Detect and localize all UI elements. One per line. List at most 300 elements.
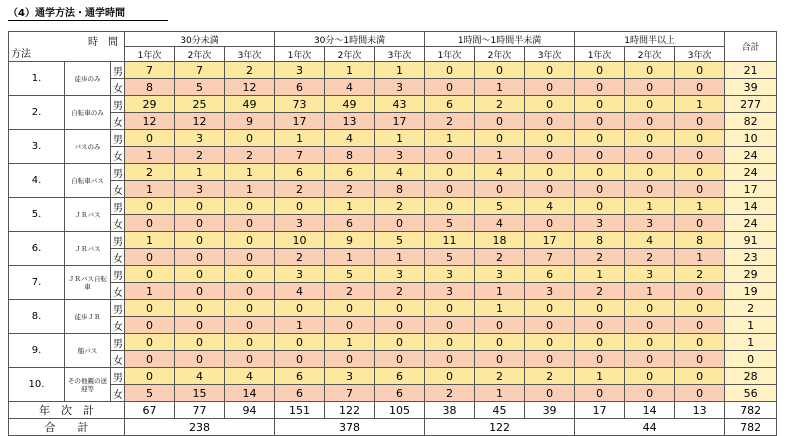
method-name: ＪＲバス — [65, 198, 111, 232]
value-cell: 0 — [575, 113, 625, 130]
value-cell: 0 — [175, 317, 225, 334]
value-cell: 0 — [675, 368, 725, 385]
value-cell: 0 — [425, 334, 475, 351]
value-cell: 0 — [425, 147, 475, 164]
method-number: 1. — [9, 62, 65, 96]
sex-female-label: 女 — [111, 147, 125, 164]
commute-table — [8, 31, 777, 436]
value-cell: 0 — [375, 351, 425, 368]
value-cell: 0 — [525, 215, 575, 232]
value-cell: 0 — [575, 181, 625, 198]
table-row — [9, 232, 777, 249]
value-cell: 2 — [425, 113, 475, 130]
value-cell: 0 — [175, 351, 225, 368]
value-cell: 0 — [575, 317, 625, 334]
value-cell: 12 — [225, 79, 275, 96]
value-cell: 5 — [425, 215, 475, 232]
year-total-cell: 14 — [625, 402, 675, 419]
value-cell: 0 — [575, 198, 625, 215]
value-cell: 0 — [475, 62, 525, 79]
sex-male-label: 男 — [111, 198, 125, 215]
value-cell: 2 — [225, 62, 275, 79]
value-cell: 0 — [525, 351, 575, 368]
value-cell: 0 — [175, 198, 225, 215]
value-cell: 1 — [325, 334, 375, 351]
value-cell: 0 — [375, 334, 425, 351]
value-cell: 0 — [325, 300, 375, 317]
value-cell: 0 — [675, 62, 725, 79]
value-cell: 0 — [575, 164, 625, 181]
value-cell: 0 — [675, 385, 725, 402]
value-cell: 3 — [275, 266, 325, 283]
table-body — [9, 62, 777, 402]
value-cell: 0 — [575, 300, 625, 317]
group-header: 1時間～1時間半未満 — [425, 32, 575, 47]
value-cell: 13 — [325, 113, 375, 130]
value-cell: 5 — [125, 385, 175, 402]
value-cell: 0 — [475, 130, 525, 147]
value-cell: 2 — [275, 181, 325, 198]
year-header: 1年次 — [425, 47, 475, 62]
value-cell: 5 — [325, 266, 375, 283]
row-total-cell: 23 — [725, 249, 777, 266]
value-cell: 0 — [425, 164, 475, 181]
value-cell: 2 — [575, 283, 625, 300]
value-cell: 0 — [525, 385, 575, 402]
value-cell: 0 — [125, 215, 175, 232]
value-cell: 0 — [175, 300, 225, 317]
value-cell: 0 — [575, 130, 625, 147]
value-cell: 3 — [475, 266, 525, 283]
value-cell: 2 — [375, 198, 425, 215]
value-cell: 0 — [575, 62, 625, 79]
grand-total-cell: 378 — [275, 419, 425, 436]
value-cell: 1 — [625, 198, 675, 215]
value-cell: 0 — [425, 351, 475, 368]
value-cell: 1 — [475, 79, 525, 96]
value-cell: 18 — [475, 232, 525, 249]
value-cell: 0 — [375, 300, 425, 317]
method-number: 3. — [9, 130, 65, 164]
value-cell: 0 — [625, 317, 675, 334]
value-cell: 0 — [525, 113, 575, 130]
time-label: 時 間 — [88, 37, 119, 48]
method-number: 2. — [9, 96, 65, 130]
value-cell: 0 — [525, 181, 575, 198]
value-cell: 1 — [125, 147, 175, 164]
value-cell: 0 — [475, 113, 525, 130]
year-total-cell: 45 — [475, 402, 525, 419]
row-total-cell: 39 — [725, 79, 777, 96]
value-cell: 0 — [675, 317, 725, 334]
value-cell: 1 — [125, 232, 175, 249]
table-row — [9, 130, 777, 147]
year-total-row — [9, 402, 777, 419]
value-cell: 0 — [625, 96, 675, 113]
value-cell: 0 — [675, 181, 725, 198]
value-cell: 0 — [625, 181, 675, 198]
sex-female-label: 女 — [111, 385, 125, 402]
row-total-cell: 1 — [725, 334, 777, 351]
value-cell: 0 — [625, 300, 675, 317]
year-total-cell: 13 — [675, 402, 725, 419]
value-cell: 7 — [125, 62, 175, 79]
table-row — [9, 147, 777, 164]
method-name: その他親の送迎等 — [65, 368, 111, 402]
value-cell: 1 — [325, 249, 375, 266]
year-total-cell: 67 — [125, 402, 175, 419]
value-cell: 0 — [675, 215, 725, 232]
year-header: 3年次 — [375, 47, 425, 62]
value-cell: 2 — [275, 249, 325, 266]
value-cell: 17 — [525, 232, 575, 249]
table-row — [9, 79, 777, 96]
table-row — [9, 351, 777, 368]
year-total-cell: 105 — [375, 402, 425, 419]
value-cell: 0 — [175, 215, 225, 232]
value-cell: 1 — [125, 283, 175, 300]
table-row — [9, 283, 777, 300]
value-cell: 2 — [525, 368, 575, 385]
row-total-cell: 24 — [725, 164, 777, 181]
row-total-cell: 56 — [725, 385, 777, 402]
method-number: 8. — [9, 300, 65, 334]
value-cell: 0 — [225, 198, 275, 215]
value-cell: 0 — [125, 334, 175, 351]
year-header: 3年次 — [675, 47, 725, 62]
header-corner — [9, 32, 125, 62]
sex-male-label: 男 — [111, 232, 125, 249]
value-cell: 3 — [525, 283, 575, 300]
value-cell: 3 — [625, 215, 675, 232]
method-name: 徒歩ＪＲ — [65, 300, 111, 334]
value-cell: 0 — [125, 266, 175, 283]
value-cell: 0 — [125, 130, 175, 147]
value-cell: 0 — [625, 113, 675, 130]
value-cell: 1 — [575, 368, 625, 385]
value-cell: 2 — [125, 164, 175, 181]
value-cell: 0 — [675, 164, 725, 181]
method-name: バスのみ — [65, 130, 111, 164]
sex-female-label: 女 — [111, 351, 125, 368]
value-cell: 6 — [525, 266, 575, 283]
grand-total-cell: 782 — [725, 419, 777, 436]
value-cell: 6 — [375, 385, 425, 402]
value-cell: 0 — [225, 283, 275, 300]
value-cell: 1 — [275, 317, 325, 334]
value-cell: 2 — [475, 96, 525, 113]
value-cell: 49 — [325, 96, 375, 113]
value-cell: 49 — [225, 96, 275, 113]
value-cell: 1 — [675, 96, 725, 113]
value-cell: 6 — [425, 96, 475, 113]
row-total-cell: 277 — [725, 96, 777, 113]
value-cell: 12 — [175, 113, 225, 130]
value-cell: 0 — [175, 232, 225, 249]
value-cell: 6 — [275, 385, 325, 402]
value-cell: 3 — [275, 62, 325, 79]
value-cell: 25 — [175, 96, 225, 113]
value-cell: 1 — [475, 147, 525, 164]
year-header: 2年次 — [175, 47, 225, 62]
value-cell: 1 — [475, 385, 525, 402]
group-header: 30分～1時間未満 — [275, 32, 425, 47]
value-cell: 2 — [575, 249, 625, 266]
value-cell: 1 — [125, 181, 175, 198]
table-row — [9, 96, 777, 113]
value-cell: 0 — [475, 317, 525, 334]
value-cell: 0 — [525, 62, 575, 79]
value-cell: 3 — [575, 215, 625, 232]
value-cell: 3 — [425, 266, 475, 283]
value-cell: 12 — [125, 113, 175, 130]
value-cell: 3 — [375, 147, 425, 164]
value-cell: 0 — [575, 79, 625, 96]
value-cell: 0 — [225, 300, 275, 317]
value-cell: 7 — [325, 385, 375, 402]
value-cell: 4 — [275, 283, 325, 300]
value-cell: 1 — [375, 62, 425, 79]
value-cell: 0 — [125, 351, 175, 368]
row-total-cell: 29 — [725, 266, 777, 283]
value-cell: 0 — [475, 351, 525, 368]
method-number: 10. — [9, 368, 65, 402]
value-cell: 2 — [325, 181, 375, 198]
value-cell: 0 — [625, 385, 675, 402]
year-header: 2年次 — [475, 47, 525, 62]
value-cell: 6 — [275, 368, 325, 385]
value-cell: 7 — [175, 62, 225, 79]
value-cell: 0 — [175, 249, 225, 266]
value-cell: 0 — [125, 198, 175, 215]
value-cell: 1 — [325, 198, 375, 215]
table-row — [9, 62, 777, 79]
year-header: 3年次 — [225, 47, 275, 62]
value-cell: 2 — [375, 283, 425, 300]
value-cell: 0 — [425, 79, 475, 96]
sex-female-label: 女 — [111, 113, 125, 130]
value-cell: 1 — [475, 283, 525, 300]
value-cell: 9 — [225, 113, 275, 130]
row-total-cell: 10 — [725, 130, 777, 147]
table-row — [9, 181, 777, 198]
method-label: 方法 — [11, 49, 31, 60]
value-cell: 5 — [425, 249, 475, 266]
value-cell: 1 — [225, 181, 275, 198]
row-total-cell: 2 — [725, 300, 777, 317]
grand-total-row — [9, 419, 777, 436]
value-cell: 0 — [275, 334, 325, 351]
value-cell: 1 — [325, 62, 375, 79]
value-cell: 0 — [675, 334, 725, 351]
row-total-cell: 1 — [725, 317, 777, 334]
table-row — [9, 266, 777, 283]
value-cell: 4 — [175, 368, 225, 385]
sex-female-label: 女 — [111, 317, 125, 334]
value-cell: 0 — [525, 96, 575, 113]
year-total-cell: 122 — [325, 402, 375, 419]
value-cell: 15 — [175, 385, 225, 402]
value-cell: 1 — [175, 164, 225, 181]
value-cell: 29 — [125, 96, 175, 113]
value-cell: 11 — [425, 232, 475, 249]
value-cell: 6 — [325, 164, 375, 181]
value-cell: 3 — [375, 79, 425, 96]
row-total-cell: 0 — [725, 351, 777, 368]
value-cell: 0 — [475, 334, 525, 351]
value-cell: 8 — [675, 232, 725, 249]
row-total-cell: 19 — [725, 283, 777, 300]
value-cell: 2 — [475, 368, 525, 385]
sex-female-label: 女 — [111, 215, 125, 232]
value-cell: 0 — [625, 62, 675, 79]
value-cell: 0 — [675, 351, 725, 368]
value-cell: 0 — [225, 249, 275, 266]
value-cell: 10 — [275, 232, 325, 249]
value-cell: 2 — [175, 147, 225, 164]
value-cell: 3 — [175, 130, 225, 147]
value-cell: 2 — [675, 266, 725, 283]
value-cell: 0 — [625, 130, 675, 147]
value-cell: 0 — [475, 181, 525, 198]
value-cell: 4 — [475, 215, 525, 232]
year-total-cell: 782 — [725, 402, 777, 419]
value-cell: 0 — [675, 300, 725, 317]
value-cell: 0 — [125, 300, 175, 317]
value-cell: 4 — [375, 164, 425, 181]
value-cell: 6 — [275, 164, 325, 181]
value-cell: 3 — [625, 266, 675, 283]
value-cell: 7 — [275, 147, 325, 164]
value-cell: 0 — [225, 351, 275, 368]
table-row — [9, 368, 777, 385]
value-cell: 0 — [225, 215, 275, 232]
year-header: 1年次 — [125, 47, 175, 62]
value-cell: 3 — [375, 266, 425, 283]
value-cell: 0 — [675, 147, 725, 164]
value-cell: 2 — [225, 147, 275, 164]
year-header: 3年次 — [525, 47, 575, 62]
value-cell: 0 — [675, 130, 725, 147]
grand-total-cell: 238 — [125, 419, 275, 436]
row-total-cell: 21 — [725, 62, 777, 79]
value-cell: 0 — [525, 79, 575, 96]
value-cell: 0 — [525, 317, 575, 334]
row-total-cell: 17 — [725, 181, 777, 198]
value-cell: 0 — [625, 79, 675, 96]
method-name: 自転車のみ — [65, 96, 111, 130]
value-cell: 3 — [425, 283, 475, 300]
value-cell: 4 — [525, 198, 575, 215]
value-cell: 0 — [425, 181, 475, 198]
value-cell: 4 — [325, 79, 375, 96]
method-name: ＪＲバス — [65, 232, 111, 266]
value-cell: 0 — [525, 147, 575, 164]
value-cell: 8 — [575, 232, 625, 249]
value-cell: 3 — [325, 368, 375, 385]
section-title: （4）通学方法・通学時間 — [8, 4, 168, 21]
value-cell: 2 — [625, 249, 675, 266]
table-row — [9, 198, 777, 215]
grand-total-label: 合 計 — [9, 419, 125, 436]
row-total-cell: 24 — [725, 147, 777, 164]
value-cell: 1 — [625, 283, 675, 300]
value-cell: 0 — [175, 283, 225, 300]
method-name: 船バス — [65, 334, 111, 368]
sex-male-label: 男 — [111, 96, 125, 113]
method-name: ＪＲバス自転車 — [65, 266, 111, 300]
value-cell: 0 — [175, 334, 225, 351]
sex-male-label: 男 — [111, 164, 125, 181]
value-cell: 5 — [375, 232, 425, 249]
value-cell: 0 — [525, 164, 575, 181]
value-cell: 0 — [425, 368, 475, 385]
value-cell: 0 — [275, 351, 325, 368]
value-cell: 0 — [575, 147, 625, 164]
value-cell: 0 — [225, 334, 275, 351]
value-cell: 0 — [275, 198, 325, 215]
value-cell: 0 — [625, 164, 675, 181]
value-cell: 73 — [275, 96, 325, 113]
year-header: 1年次 — [275, 47, 325, 62]
value-cell: 6 — [275, 79, 325, 96]
sex-male-label: 男 — [111, 300, 125, 317]
row-total-cell: 28 — [725, 368, 777, 385]
value-cell: 0 — [275, 300, 325, 317]
value-cell: 43 — [375, 96, 425, 113]
grand-total-cell: 122 — [425, 419, 575, 436]
value-cell: 9 — [325, 232, 375, 249]
value-cell: 0 — [125, 368, 175, 385]
value-cell: 6 — [375, 368, 425, 385]
year-total-cell: 151 — [275, 402, 325, 419]
value-cell: 0 — [325, 351, 375, 368]
value-cell: 14 — [225, 385, 275, 402]
row-total-cell: 82 — [725, 113, 777, 130]
value-cell: 0 — [675, 283, 725, 300]
value-cell: 4 — [325, 130, 375, 147]
total-header: 合計 — [725, 32, 777, 62]
value-cell: 0 — [525, 300, 575, 317]
year-header: 2年次 — [625, 47, 675, 62]
value-cell: 2 — [475, 249, 525, 266]
value-cell: 1 — [675, 249, 725, 266]
value-cell: 0 — [425, 300, 475, 317]
table-row — [9, 317, 777, 334]
sex-female-label: 女 — [111, 79, 125, 96]
value-cell: 8 — [325, 147, 375, 164]
value-cell: 0 — [675, 79, 725, 96]
method-name: 自転車バス — [65, 164, 111, 198]
year-total-cell: 94 — [225, 402, 275, 419]
value-cell: 4 — [225, 368, 275, 385]
value-cell: 0 — [375, 215, 425, 232]
value-cell: 0 — [125, 317, 175, 334]
value-cell: 0 — [575, 334, 625, 351]
year-total-label: 年 次 計 — [9, 402, 125, 419]
value-cell: 1 — [375, 249, 425, 266]
value-cell: 0 — [225, 232, 275, 249]
table-row — [9, 385, 777, 402]
table-row — [9, 215, 777, 232]
value-cell: 2 — [425, 385, 475, 402]
group-header: 1時間半以上 — [575, 32, 725, 47]
value-cell: 0 — [625, 368, 675, 385]
value-cell: 1 — [575, 266, 625, 283]
year-header: 2年次 — [325, 47, 375, 62]
table-row — [9, 113, 777, 130]
row-total-cell: 14 — [725, 198, 777, 215]
